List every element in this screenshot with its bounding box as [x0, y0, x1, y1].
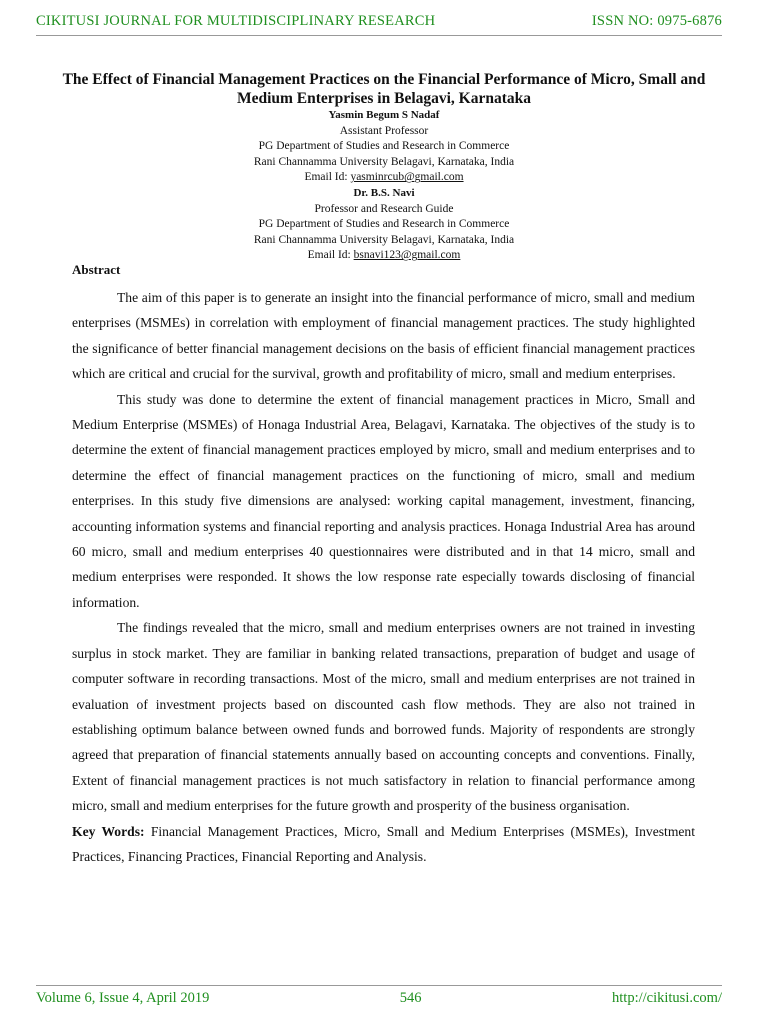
author-department: PG Department of Studies and Research in Commerce [258, 140, 510, 153]
paper-title: The Effect of Financial Management Practices on the Financial Performance of Micro, Small and Medium Enterprises in Belagavi, Karnataka [62, 71, 706, 107]
abstract-body [72, 285, 695, 869]
keywords-text: Financial Management Practices, Micro, Small and Medium Enterprises (MSMEs), Investment Practices, Financing Practices, Financial Reporting and Analysis. [72, 823, 696, 864]
keywords-label: Key Words: [72, 823, 145, 839]
author-name: Yasmin Begum S Nadaf [328, 109, 440, 121]
abstract-paragraph: This study was done to determine the extent of financial management practices in Micro, Small and Medium Enterprise (MSMEs) of Honaga Industrial Area, Belagavi, Karnataka. The objectives of the study is to determine the extent of financial management practices employed by micro, small and medium enterprises and to determine the effect of financial management practices on the functioning of micro, small and medium enterprises. In this study five dimensions are analysed: working capital management, investment, financing, accounting information systems and financial reporting and analysis practices. Honaga Industrial Area has around 60 micro, small and medium enterprises 40 questionnaires were distributed and in that 14 micro, small and medium enterprises were responded. It shows the low response rate especially towards disclosing of financial information. [72, 391, 695, 610]
keywords-line [72, 819, 695, 870]
email-label: Email Id: [304, 171, 351, 184]
journal-url[interactable]: http://cikitusi.com/ [612, 990, 722, 1006]
author-affiliation: Rani Channamma University Belagavi, Karnataka, India [253, 155, 515, 168]
abstract-paragraph: The aim of this paper is to generate an insight into the financial performance of micro, small and medium enterprises (MSMEs) in correlation with employment of financial management practices. The study highlighted the significance of better financial management decisions on the basis of efficient financial management practices which are critical and crucial for the survival, growth and profitability of micro, small and medium enterprises. [72, 290, 695, 382]
author-role: Professor and Research Guide [314, 202, 454, 215]
page-header [36, 13, 722, 30]
abstract-heading: Abstract [72, 262, 121, 277]
email-label: Email Id: [307, 249, 354, 262]
author-email-line [100, 248, 668, 264]
author-email-link[interactable]: yasminrcub@gmail.com [350, 171, 464, 184]
author-email-line [100, 170, 668, 186]
abstract-paragraph: The findings revealed that the micro, small and medium enterprises owners are not trained in investing surplus in stock market. They are familiar in banking related transactions, preparation of budget and usage of computer software in recording transactions. Most of the micro, small and medium enterprises are not trained in evaluation of investment projects based on discounted cash flow methods. They are also not trained in establishing optimum balance between owned funds and borrowed funds. Majority of respondents are strongly agreed that preparation of financial statements annually based on accounting concepts and conventions. Finally, Extent of financial management practices is not much satisfactory in relation to financial performance among micro, small and medium enterprises for the future growth and prosperity of the business organisation. [72, 620, 695, 814]
volume-issue: Volume 6, Issue 4, April 2019 [36, 990, 210, 1006]
author-department: PG Department of Studies and Research in Commerce [258, 218, 510, 231]
page-number: 546 [399, 990, 422, 1006]
author-block [100, 108, 668, 264]
journal-name: CIKITUSI JOURNAL FOR MULTIDISCIPLINARY RESEARCH [36, 13, 436, 29]
header-divider [36, 35, 722, 36]
author-affiliation: Rani Channamma University Belagavi, Karnataka, India [253, 233, 515, 246]
author-email-link[interactable]: bsnavi123@gmail.com [353, 249, 461, 262]
page-footer [36, 990, 722, 1007]
author-name: Dr. B.S. Navi [353, 186, 415, 199]
author-role: Assistant Professor [339, 124, 429, 137]
footer-divider [36, 985, 722, 986]
issn-number: ISSN NO: 0975-6876 [591, 13, 722, 29]
